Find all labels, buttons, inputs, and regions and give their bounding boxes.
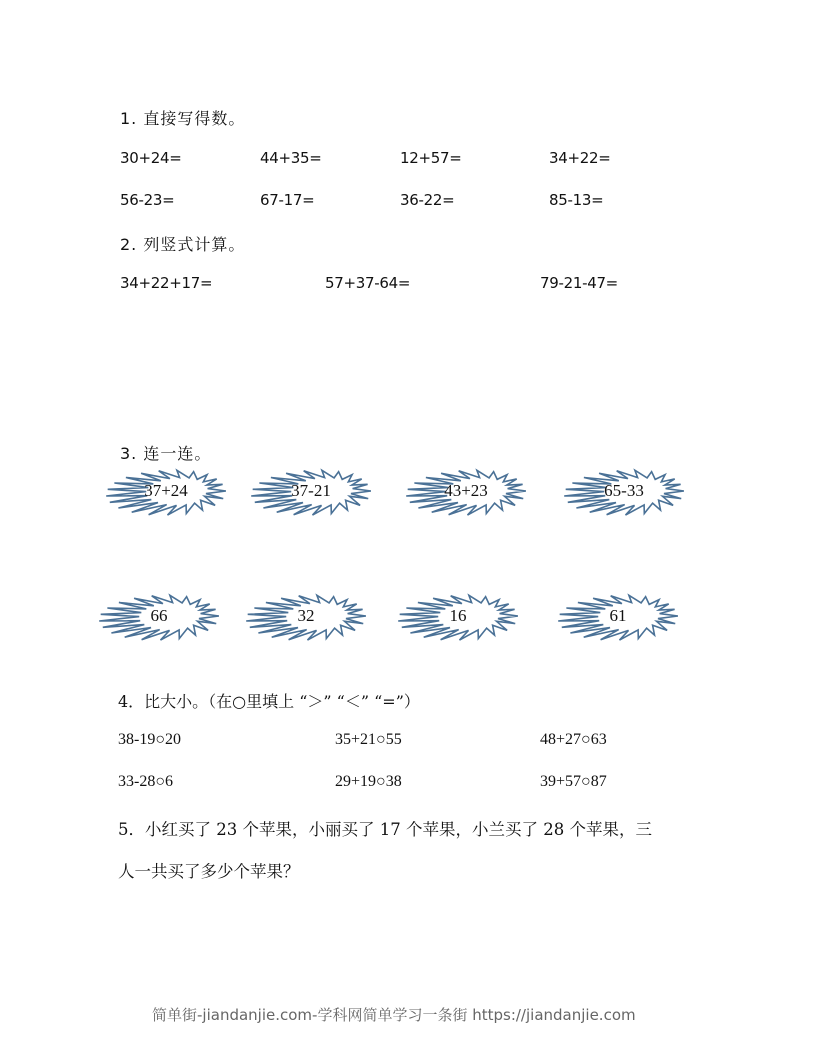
- equation-item: 67-17=: [260, 191, 315, 209]
- equation-item: 30+24=: [120, 149, 182, 167]
- starburst-label: 66: [150, 606, 168, 625]
- starburst-answer-4[interactable]: [558, 586, 678, 646]
- equation-item: 12+57=: [400, 149, 462, 167]
- equation-item: 34+22=: [549, 149, 611, 167]
- starburst-label: 65-33: [604, 481, 644, 500]
- section-4-title: 4．比大小。（在○里填上 “＞” “＜” “=”）: [118, 692, 420, 711]
- equation-item: 85-13=: [549, 191, 604, 209]
- compare-item: 48+27○63: [540, 731, 607, 748]
- starburst-label: 16: [449, 606, 467, 625]
- vertical-calc-item: 57+37-64=: [325, 274, 411, 292]
- compare-item: 29+19○38: [335, 773, 402, 790]
- compare-item: 38-19○20: [118, 731, 181, 748]
- compare-item: 35+21○55: [335, 731, 402, 748]
- word-problem-line-2: 人一共买了多少个苹果？: [118, 862, 300, 881]
- word-problem-line-1: 5．小红买了 23 个苹果，小丽买了 17 个苹果，小兰买了 28 个苹果，三: [118, 820, 652, 839]
- starburst-answer-3[interactable]: [398, 586, 518, 646]
- section-1-title: 1. 直接写得数。: [120, 109, 246, 128]
- equation-item: 36-22=: [400, 191, 455, 209]
- compare-item: 33-28○6: [118, 773, 173, 790]
- vertical-calc-item: 79-21-47=: [540, 274, 618, 292]
- starburst-expression-4[interactable]: [564, 461, 684, 521]
- section-2-title: 2. 列竖式计算。: [120, 235, 246, 254]
- equation-item: 56-23=: [120, 191, 175, 209]
- footer-watermark: 简单街-jiandanjie.com-学科网简单学习一条街 https://jiandanjie.com: [152, 1006, 636, 1024]
- starburst-expression-1[interactable]: [106, 461, 226, 521]
- vertical-calc-item: 34+22+17=: [120, 274, 213, 292]
- equation-item: 44+35=: [260, 149, 322, 167]
- compare-item: 39+57○87: [540, 773, 607, 790]
- starburst-expression-3[interactable]: [406, 461, 526, 521]
- starburst-label: 37-21: [291, 481, 331, 500]
- starburst-expression-2[interactable]: [251, 461, 371, 521]
- starburst-label: 61: [609, 606, 627, 625]
- starburst-label: 43+23: [444, 481, 488, 500]
- starburst-answer-2[interactable]: [246, 586, 366, 646]
- starburst-answer-1[interactable]: [99, 586, 219, 646]
- section-3-title: 3. 连一连。: [120, 444, 212, 463]
- starburst-label: 32: [297, 606, 315, 625]
- starburst-label: 37+24: [144, 481, 188, 500]
